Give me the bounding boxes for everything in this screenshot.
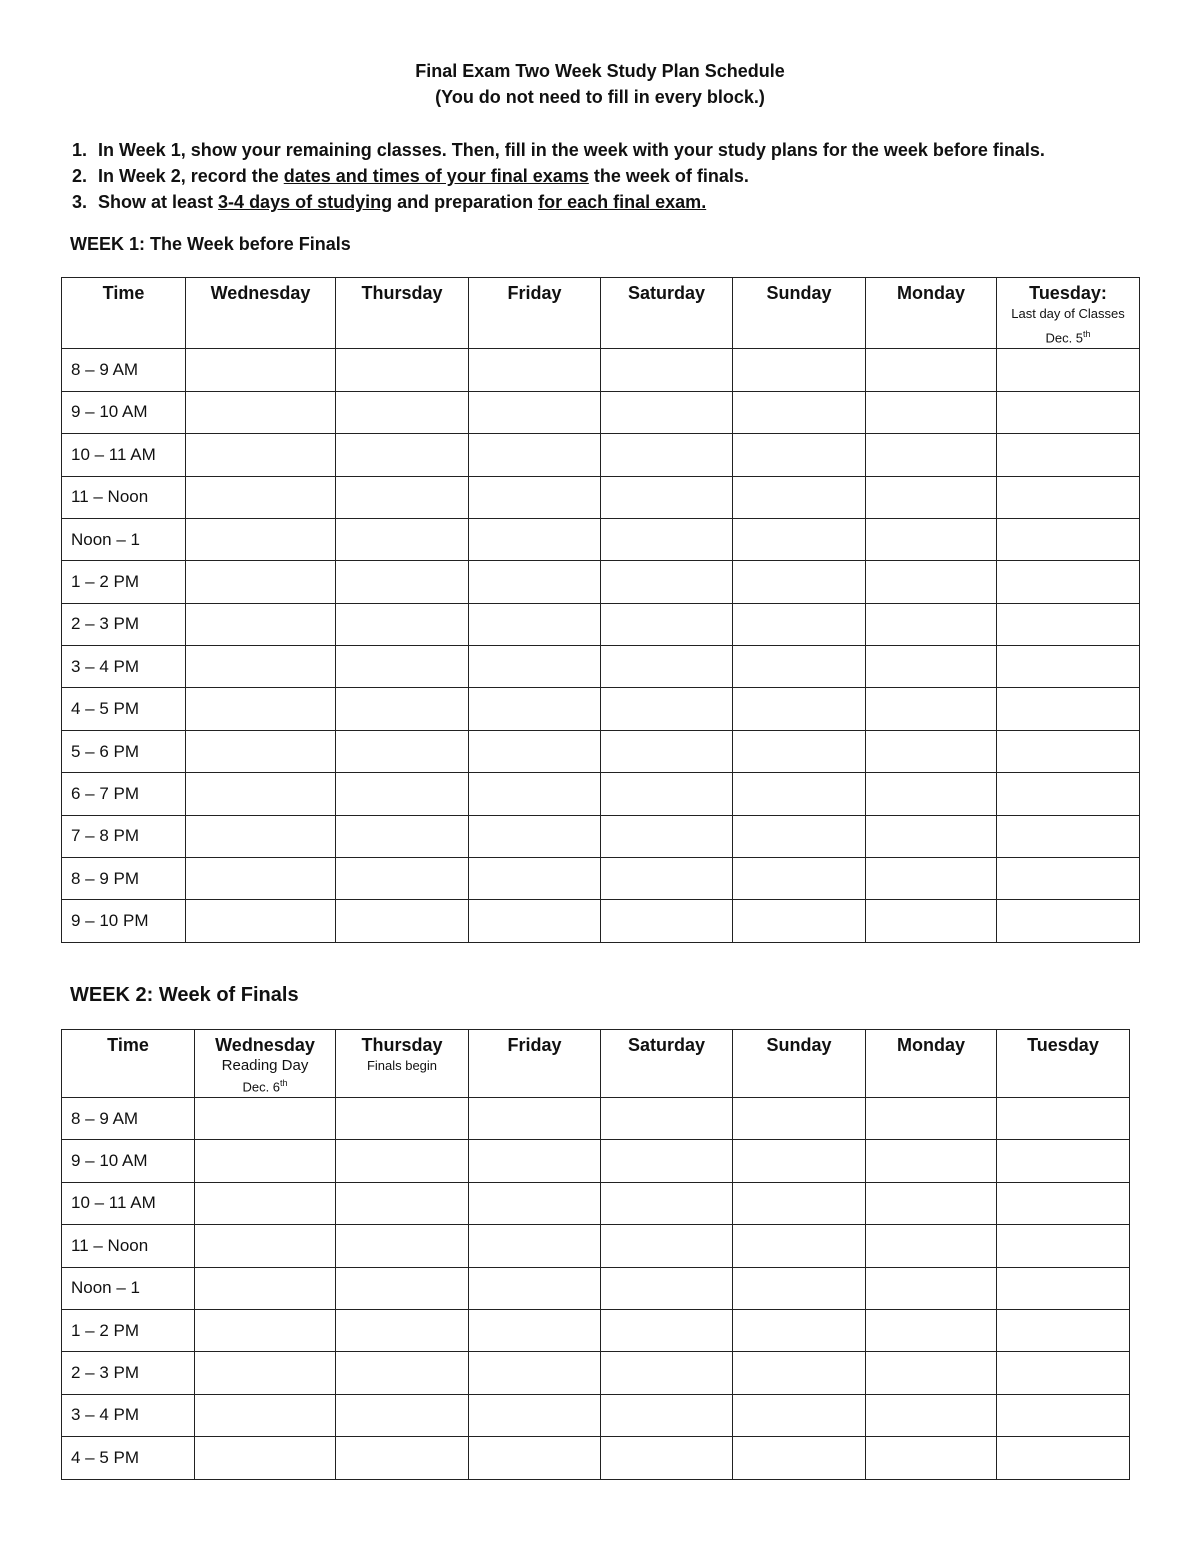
schedule-cell-thursday[interactable] bbox=[336, 815, 469, 857]
schedule-cell-tuesday[interactable] bbox=[997, 603, 1140, 645]
schedule-cell-saturday[interactable] bbox=[601, 1098, 733, 1140]
column-header-wednesday bbox=[195, 1030, 336, 1098]
column-header-friday: Friday bbox=[469, 1030, 601, 1098]
schedule-cell-friday[interactable] bbox=[469, 1309, 601, 1351]
schedule-cell-thursday[interactable] bbox=[336, 1437, 469, 1479]
schedule-cell-thursday[interactable] bbox=[336, 518, 469, 560]
schedule-row bbox=[62, 349, 1140, 391]
schedule-cell-friday[interactable] bbox=[469, 1267, 601, 1309]
instruction-2 bbox=[72, 163, 1172, 189]
schedule-cell-saturday[interactable] bbox=[601, 900, 733, 942]
schedule-cell-thursday[interactable] bbox=[336, 1140, 469, 1182]
time-slot-label: 2 – 3 PM bbox=[62, 603, 186, 645]
schedule-cell-thursday[interactable] bbox=[336, 688, 469, 730]
column-header-thursday bbox=[336, 1030, 469, 1098]
time-slot-label: 3 – 4 PM bbox=[62, 646, 186, 688]
instruction-emphasis: 3-4 days of studying bbox=[218, 192, 393, 212]
column-header-label: Wednesday bbox=[215, 1035, 315, 1055]
schedule-row bbox=[62, 1225, 1130, 1267]
column-header-label: Tuesday: bbox=[1029, 283, 1107, 303]
schedule-row bbox=[62, 1140, 1130, 1182]
schedule-cell-friday[interactable] bbox=[469, 603, 601, 645]
week2-header-row bbox=[62, 1030, 1130, 1098]
schedule-row bbox=[62, 1394, 1130, 1436]
schedule-cell-friday[interactable] bbox=[469, 900, 601, 942]
time-slot-label: 3 – 4 PM bbox=[62, 1394, 195, 1436]
schedule-cell-sunday[interactable] bbox=[733, 900, 866, 942]
schedule-cell-thursday[interactable] bbox=[336, 730, 469, 772]
schedule-cell-sunday[interactable] bbox=[733, 1267, 866, 1309]
schedule-cell-wednesday[interactable] bbox=[186, 900, 336, 942]
schedule-row bbox=[62, 730, 1140, 772]
schedule-cell-friday[interactable] bbox=[469, 1352, 601, 1394]
schedule-cell-tuesday[interactable] bbox=[997, 1267, 1130, 1309]
instruction-text: Show at least bbox=[98, 192, 219, 212]
schedule-cell-sunday[interactable] bbox=[733, 1182, 866, 1224]
schedule-cell-saturday[interactable] bbox=[601, 1394, 733, 1436]
schedule-row bbox=[62, 561, 1140, 603]
header-note-text: Last day of Classes bbox=[1011, 306, 1125, 321]
column-header-sunday: Sunday bbox=[733, 1030, 866, 1098]
header-note-date: Dec. 5 bbox=[1045, 330, 1084, 346]
schedule-cell-tuesday[interactable] bbox=[997, 815, 1140, 857]
schedule-cell-wednesday[interactable] bbox=[195, 1352, 336, 1394]
schedule-row bbox=[62, 391, 1140, 433]
column-header-friday: Friday bbox=[469, 278, 601, 349]
schedule-cell-thursday[interactable] bbox=[336, 476, 469, 518]
schedule-cell-thursday[interactable] bbox=[336, 858, 469, 900]
instruction-1 bbox=[72, 137, 1172, 163]
column-header-monday: Monday bbox=[866, 1030, 997, 1098]
schedule-cell-saturday[interactable] bbox=[601, 1352, 733, 1394]
schedule-cell-thursday[interactable] bbox=[336, 561, 469, 603]
schedule-cell-wednesday[interactable] bbox=[186, 476, 336, 518]
instruction-text: In Week 1, show your remaining classes. Then, fill in the week with your study plans for the week before finals. bbox=[98, 140, 1045, 160]
schedule-cell-tuesday[interactable] bbox=[997, 1309, 1130, 1351]
schedule-cell-wednesday[interactable] bbox=[195, 1140, 336, 1182]
schedule-cell-tuesday[interactable] bbox=[997, 391, 1140, 433]
schedule-row bbox=[62, 518, 1140, 560]
time-slot-label: 8 – 9 PM bbox=[62, 858, 186, 900]
reading-day-date bbox=[195, 1076, 335, 1094]
schedule-cell-friday[interactable] bbox=[469, 730, 601, 772]
document-title-block bbox=[0, 58, 1200, 110]
week1-body bbox=[62, 349, 1140, 942]
schedule-cell-wednesday[interactable] bbox=[186, 518, 336, 560]
schedule-cell-friday[interactable] bbox=[469, 1098, 601, 1140]
schedule-cell-monday[interactable] bbox=[866, 1437, 997, 1479]
time-slot-label: 6 – 7 PM bbox=[62, 773, 186, 815]
schedule-cell-saturday[interactable] bbox=[601, 730, 733, 772]
column-header-tuesday: Tuesday bbox=[997, 1030, 1130, 1098]
schedule-cell-monday[interactable] bbox=[866, 900, 997, 942]
schedule-cell-tuesday[interactable] bbox=[997, 476, 1140, 518]
schedule-cell-monday[interactable] bbox=[866, 603, 997, 645]
schedule-cell-thursday[interactable] bbox=[336, 1182, 469, 1224]
schedule-row bbox=[62, 434, 1140, 476]
schedule-cell-friday[interactable] bbox=[469, 773, 601, 815]
schedule-cell-tuesday[interactable] bbox=[997, 434, 1140, 476]
time-slot-label: 8 – 9 AM bbox=[62, 349, 186, 391]
schedule-cell-friday[interactable] bbox=[469, 1394, 601, 1436]
instructions-list bbox=[72, 137, 1172, 215]
schedule-cell-monday[interactable] bbox=[866, 688, 997, 730]
week1-heading: WEEK 1: The Week before Finals bbox=[70, 234, 351, 254]
column-header-saturday: Saturday bbox=[601, 278, 733, 349]
schedule-cell-sunday[interactable] bbox=[733, 518, 866, 560]
column-header-time: Time bbox=[62, 1030, 195, 1098]
time-slot-label: 9 – 10 PM bbox=[62, 900, 186, 942]
schedule-cell-monday[interactable] bbox=[866, 561, 997, 603]
week1-schedule-table bbox=[61, 277, 1140, 943]
schedule-cell-wednesday[interactable] bbox=[195, 1394, 336, 1436]
schedule-cell-saturday[interactable] bbox=[601, 349, 733, 391]
schedule-cell-wednesday[interactable] bbox=[186, 730, 336, 772]
schedule-row bbox=[62, 688, 1140, 730]
schedule-cell-tuesday[interactable] bbox=[997, 1140, 1130, 1182]
header-note-date-suffix: th bbox=[1083, 329, 1091, 339]
column-header-label: Thursday bbox=[361, 1035, 443, 1055]
schedule-cell-thursday[interactable] bbox=[336, 1352, 469, 1394]
schedule-row bbox=[62, 476, 1140, 518]
time-slot-label: 7 – 8 PM bbox=[62, 815, 186, 857]
schedule-cell-monday[interactable] bbox=[866, 1182, 997, 1224]
instruction-emphasis: dates and times of your final exams bbox=[283, 166, 589, 186]
schedule-cell-friday[interactable] bbox=[469, 858, 601, 900]
schedule-cell-wednesday[interactable] bbox=[195, 1182, 336, 1224]
time-slot-label: 5 – 6 PM bbox=[62, 730, 186, 772]
schedule-cell-saturday[interactable] bbox=[601, 1437, 733, 1479]
schedule-cell-sunday[interactable] bbox=[733, 773, 866, 815]
schedule-cell-sunday[interactable] bbox=[733, 1352, 866, 1394]
schedule-cell-sunday[interactable] bbox=[733, 646, 866, 688]
schedule-cell-monday[interactable] bbox=[866, 1394, 997, 1436]
schedule-row bbox=[62, 900, 1140, 942]
instruction-number: 1. bbox=[72, 140, 88, 160]
schedule-cell-monday[interactable] bbox=[866, 391, 997, 433]
schedule-cell-tuesday[interactable] bbox=[997, 1352, 1130, 1394]
schedule-cell-sunday[interactable] bbox=[733, 688, 866, 730]
finals-begin-note: Finals begin bbox=[366, 1058, 438, 1073]
schedule-cell-monday[interactable] bbox=[866, 815, 997, 857]
schedule-cell-tuesday[interactable] bbox=[997, 561, 1140, 603]
schedule-cell-sunday[interactable] bbox=[733, 1309, 866, 1351]
schedule-cell-thursday[interactable] bbox=[336, 1394, 469, 1436]
schedule-cell-tuesday[interactable] bbox=[997, 1182, 1130, 1224]
schedule-cell-friday[interactable] bbox=[469, 1225, 601, 1267]
schedule-cell-sunday[interactable] bbox=[733, 730, 866, 772]
schedule-cell-sunday[interactable] bbox=[733, 858, 866, 900]
schedule-cell-friday[interactable] bbox=[469, 688, 601, 730]
schedule-cell-tuesday[interactable] bbox=[997, 518, 1140, 560]
schedule-cell-sunday[interactable] bbox=[733, 476, 866, 518]
schedule-cell-sunday[interactable] bbox=[733, 1098, 866, 1140]
schedule-cell-sunday[interactable] bbox=[733, 349, 866, 391]
time-slot-label: Noon – 1 bbox=[62, 518, 186, 560]
schedule-cell-wednesday[interactable] bbox=[186, 815, 336, 857]
time-slot-label: 4 – 5 PM bbox=[62, 1437, 195, 1479]
schedule-row bbox=[62, 1267, 1130, 1309]
schedule-cell-friday[interactable] bbox=[469, 349, 601, 391]
schedule-cell-sunday[interactable] bbox=[733, 1394, 866, 1436]
time-slot-label: 4 – 5 PM bbox=[62, 688, 186, 730]
schedule-cell-saturday[interactable] bbox=[601, 518, 733, 560]
instruction-3 bbox=[72, 189, 1172, 215]
column-header-monday: Monday bbox=[866, 278, 997, 349]
schedule-cell-friday[interactable] bbox=[469, 561, 601, 603]
schedule-cell-monday[interactable] bbox=[866, 1267, 997, 1309]
instruction-number: 3. bbox=[72, 192, 88, 212]
schedule-cell-wednesday[interactable] bbox=[195, 1309, 336, 1351]
schedule-cell-tuesday[interactable] bbox=[997, 1437, 1130, 1479]
document-title: Final Exam Two Week Study Plan Schedule bbox=[415, 61, 785, 81]
schedule-cell-saturday[interactable] bbox=[601, 1182, 733, 1224]
week2-heading: WEEK 2: Week of Finals bbox=[70, 984, 299, 1006]
schedule-cell-tuesday[interactable] bbox=[997, 349, 1140, 391]
schedule-cell-tuesday[interactable] bbox=[997, 773, 1140, 815]
last-day-of-classes-note bbox=[997, 304, 1139, 348]
schedule-cell-friday[interactable] bbox=[469, 434, 601, 476]
schedule-row bbox=[62, 603, 1140, 645]
schedule-cell-monday[interactable] bbox=[866, 434, 997, 476]
time-slot-label: 10 – 11 AM bbox=[62, 1182, 195, 1224]
schedule-cell-monday[interactable] bbox=[866, 858, 997, 900]
schedule-cell-saturday[interactable] bbox=[601, 688, 733, 730]
schedule-row bbox=[62, 646, 1140, 688]
schedule-cell-sunday[interactable] bbox=[733, 1437, 866, 1479]
schedule-cell-saturday[interactable] bbox=[601, 1225, 733, 1267]
schedule-cell-thursday[interactable] bbox=[336, 1309, 469, 1351]
schedule-row bbox=[62, 1437, 1130, 1479]
instruction-text: and preparation bbox=[392, 192, 539, 212]
column-header-saturday: Saturday bbox=[601, 1030, 733, 1098]
time-slot-label: 11 – Noon bbox=[62, 476, 186, 518]
schedule-cell-friday[interactable] bbox=[469, 518, 601, 560]
schedule-cell-saturday[interactable] bbox=[601, 603, 733, 645]
schedule-cell-wednesday[interactable] bbox=[186, 561, 336, 603]
schedule-cell-saturday[interactable] bbox=[601, 434, 733, 476]
schedule-cell-sunday[interactable] bbox=[733, 1140, 866, 1182]
instruction-number: 2. bbox=[72, 166, 88, 186]
week2-schedule-table bbox=[61, 1029, 1130, 1480]
schedule-cell-thursday[interactable] bbox=[336, 1225, 469, 1267]
column-header-sunday: Sunday bbox=[733, 278, 866, 349]
schedule-cell-wednesday[interactable] bbox=[186, 349, 336, 391]
schedule-cell-sunday[interactable] bbox=[733, 1225, 866, 1267]
schedule-cell-saturday[interactable] bbox=[601, 1309, 733, 1351]
schedule-cell-tuesday[interactable] bbox=[997, 1394, 1130, 1436]
column-header-tuesday bbox=[997, 278, 1140, 349]
instruction-text: In Week 2, record the bbox=[98, 166, 284, 186]
column-header-time: Time bbox=[62, 278, 186, 349]
schedule-cell-friday[interactable] bbox=[469, 646, 601, 688]
header-note-date-suffix: th bbox=[280, 1078, 288, 1088]
schedule-cell-thursday[interactable] bbox=[336, 900, 469, 942]
schedule-cell-friday[interactable] bbox=[469, 1140, 601, 1182]
time-slot-label: 9 – 10 AM bbox=[62, 391, 186, 433]
schedule-cell-monday[interactable] bbox=[866, 518, 997, 560]
schedule-cell-saturday[interactable] bbox=[601, 561, 733, 603]
schedule-row bbox=[62, 1182, 1130, 1224]
schedule-cell-wednesday[interactable] bbox=[195, 1225, 336, 1267]
time-slot-label: 11 – Noon bbox=[62, 1225, 195, 1267]
schedule-cell-monday[interactable] bbox=[866, 1098, 997, 1140]
schedule-row bbox=[62, 1309, 1130, 1351]
document-subtitle: (You do not need to fill in every block.) bbox=[435, 87, 765, 107]
schedule-cell-tuesday[interactable] bbox=[997, 730, 1140, 772]
schedule-cell-saturday[interactable] bbox=[601, 391, 733, 433]
column-header-wednesday: Wednesday bbox=[186, 278, 336, 349]
time-slot-label: 9 – 10 AM bbox=[62, 1140, 195, 1182]
time-slot-label: Noon – 1 bbox=[62, 1267, 195, 1309]
schedule-cell-tuesday[interactable] bbox=[997, 1225, 1130, 1267]
schedule-cell-saturday[interactable] bbox=[601, 858, 733, 900]
schedule-cell-thursday[interactable] bbox=[336, 391, 469, 433]
schedule-cell-saturday[interactable] bbox=[601, 1140, 733, 1182]
week2-body bbox=[62, 1098, 1130, 1480]
reading-day-note: Reading Day bbox=[221, 1057, 309, 1074]
schedule-cell-saturday[interactable] bbox=[601, 1267, 733, 1309]
schedule-cell-monday[interactable] bbox=[866, 730, 997, 772]
instruction-text: the week of finals. bbox=[588, 166, 749, 186]
time-slot-label: 1 – 2 PM bbox=[62, 561, 186, 603]
schedule-cell-saturday[interactable] bbox=[601, 646, 733, 688]
schedule-cell-tuesday[interactable] bbox=[997, 646, 1140, 688]
schedule-cell-friday[interactable] bbox=[469, 1182, 601, 1224]
schedule-cell-friday[interactable] bbox=[469, 1437, 601, 1479]
schedule-cell-wednesday[interactable] bbox=[195, 1437, 336, 1479]
schedule-cell-friday[interactable] bbox=[469, 391, 601, 433]
time-slot-label: 10 – 11 AM bbox=[62, 434, 186, 476]
schedule-cell-sunday[interactable] bbox=[733, 561, 866, 603]
schedule-cell-tuesday[interactable] bbox=[997, 900, 1140, 942]
time-slot-label: 8 – 9 AM bbox=[62, 1098, 195, 1140]
schedule-cell-saturday[interactable] bbox=[601, 773, 733, 815]
schedule-cell-monday[interactable] bbox=[866, 646, 997, 688]
schedule-cell-friday[interactable] bbox=[469, 815, 601, 857]
schedule-cell-wednesday[interactable] bbox=[186, 688, 336, 730]
schedule-cell-wednesday[interactable] bbox=[186, 391, 336, 433]
schedule-cell-wednesday[interactable] bbox=[186, 858, 336, 900]
schedule-row bbox=[62, 1098, 1130, 1140]
schedule-cell-thursday[interactable] bbox=[336, 1267, 469, 1309]
schedule-cell-saturday[interactable] bbox=[601, 476, 733, 518]
schedule-cell-monday[interactable] bbox=[866, 1140, 997, 1182]
week1-header-row bbox=[62, 278, 1140, 349]
schedule-row bbox=[62, 815, 1140, 857]
schedule-cell-wednesday[interactable] bbox=[195, 1267, 336, 1309]
schedule-cell-thursday[interactable] bbox=[336, 646, 469, 688]
schedule-cell-wednesday[interactable] bbox=[186, 773, 336, 815]
time-slot-label: 2 – 3 PM bbox=[62, 1352, 195, 1394]
column-header-thursday: Thursday bbox=[336, 278, 469, 349]
schedule-cell-monday[interactable] bbox=[866, 1309, 997, 1351]
schedule-cell-thursday[interactable] bbox=[336, 603, 469, 645]
instruction-emphasis: for each final exam. bbox=[538, 192, 707, 212]
schedule-cell-thursday[interactable] bbox=[336, 773, 469, 815]
time-slot-label: 1 – 2 PM bbox=[62, 1309, 195, 1351]
schedule-cell-monday[interactable] bbox=[866, 349, 997, 391]
schedule-cell-friday[interactable] bbox=[469, 476, 601, 518]
schedule-cell-thursday[interactable] bbox=[336, 434, 469, 476]
schedule-cell-tuesday[interactable] bbox=[997, 858, 1140, 900]
schedule-cell-wednesday[interactable] bbox=[186, 646, 336, 688]
schedule-cell-monday[interactable] bbox=[866, 476, 997, 518]
schedule-cell-thursday[interactable] bbox=[336, 349, 469, 391]
schedule-row bbox=[62, 773, 1140, 815]
schedule-cell-tuesday[interactable] bbox=[997, 688, 1140, 730]
schedule-cell-monday[interactable] bbox=[866, 773, 997, 815]
schedule-cell-wednesday[interactable] bbox=[186, 603, 336, 645]
schedule-cell-sunday[interactable] bbox=[733, 815, 866, 857]
schedule-cell-wednesday[interactable] bbox=[186, 434, 336, 476]
schedule-cell-saturday[interactable] bbox=[601, 815, 733, 857]
schedule-cell-sunday[interactable] bbox=[733, 434, 866, 476]
schedule-cell-sunday[interactable] bbox=[733, 603, 866, 645]
schedule-row bbox=[62, 858, 1140, 900]
schedule-cell-sunday[interactable] bbox=[733, 391, 866, 433]
schedule-cell-wednesday[interactable] bbox=[195, 1098, 336, 1140]
schedule-cell-tuesday[interactable] bbox=[997, 1098, 1130, 1140]
schedule-cell-thursday[interactable] bbox=[336, 1098, 469, 1140]
schedule-cell-monday[interactable] bbox=[866, 1225, 997, 1267]
header-note-date: Dec. 6 bbox=[242, 1079, 281, 1095]
schedule-row bbox=[62, 1352, 1130, 1394]
schedule-cell-monday[interactable] bbox=[866, 1352, 997, 1394]
